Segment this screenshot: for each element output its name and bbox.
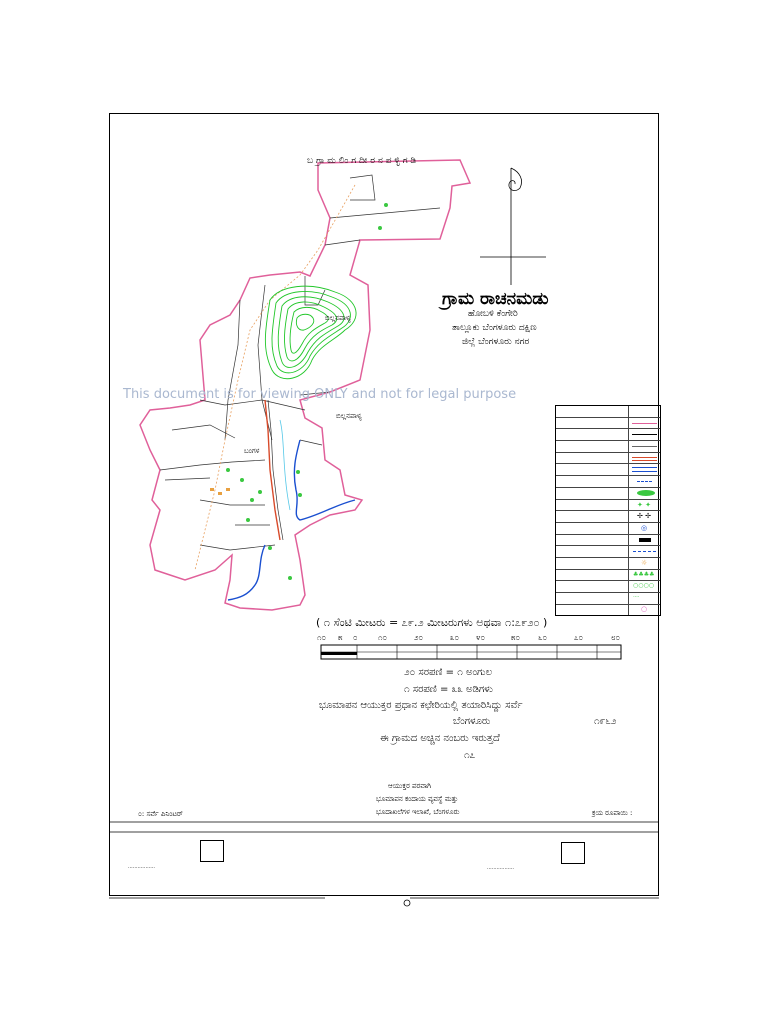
scale-tick: ೦ xyxy=(353,633,358,642)
signature-line-1: ಆಯುಕ್ತರ ಪರವಾಗಿ xyxy=(388,782,431,790)
stamp-box-right xyxy=(561,842,585,864)
scale-line-6: ೧೭ xyxy=(464,750,476,761)
signature-line-2: ಭೂಮಾಪನ ಕಂದಾಯ ವ್ಯವಸ್ಥೆ ಮತ್ತು xyxy=(376,795,459,803)
footer-right-text: ················· xyxy=(487,866,515,872)
scale-line-5: ಈ ಗ್ರಾಮದ ಅಚ್ಚಿನ ನಂಬರು ಇರುತ್ತದೆ xyxy=(380,733,500,744)
footer-left-text: ················· xyxy=(128,865,156,871)
watermark: This document is for viewing ONLY and not for legal purpose xyxy=(123,387,517,402)
scale-line-2: ೧ ಸರಪಣಿ = ೩೩ ಅಡಿಗಳು xyxy=(404,684,493,695)
north-arrow xyxy=(480,168,546,285)
stamp-box-left xyxy=(200,840,224,862)
scale-line-1: ೨೦ ಸರಪಣಿ = ೧ ಅಂಗುಲ xyxy=(404,667,493,678)
surveyor-label: ೦: ಸರ್ವೆ ಪಿನಿಂಟರ್ xyxy=(138,810,183,818)
scale-tick: ೧೦ xyxy=(317,633,326,642)
price-label: ಕ್ರಯ ರೂಪಾಯಿ : xyxy=(592,809,633,817)
hobli-label: ಹೋಬಳಿ ಕೆಂಗೇರಿ xyxy=(468,309,518,319)
hamlet-label: ಬಿಲ್ಲನಪಾಳ್ಯ xyxy=(325,314,351,322)
village-boundary xyxy=(140,160,470,610)
village-site-label: ಬಂಗಳ xyxy=(244,447,260,455)
district-label: ಜಿಲ್ಲೆ ಬೆಂಗಳೂರು ನಗರ xyxy=(462,337,530,347)
road xyxy=(265,400,280,540)
scale-tick: ೨೦ xyxy=(414,633,423,642)
scale-tick: ೫೦ xyxy=(511,633,520,642)
scale-bar xyxy=(321,645,621,659)
hamlet-label-2: ಬಿಲ್ಲನಪಾಳ್ಯ xyxy=(336,412,362,420)
scale-tick: ೩೦ xyxy=(450,633,459,642)
built-structures xyxy=(210,488,230,495)
scale-line-4a: ಬೆಂಗಳೂರು xyxy=(453,716,491,727)
scale-line-3: ಭೂಮಾಪನ ಆಯುಕ್ತರ ಪ್ರಧಾನ ಕಛೇರಿಯಲ್ಲಿ ತಯಾರಿಸಿದ್ದು ಸರ್ವೆ xyxy=(319,700,523,711)
scale-tick: ೬೦ xyxy=(538,633,547,642)
taluk-label: ತಾಲ್ಲೂಕು ಬೆಂಗಳೂರು ದಕ್ಷಿಣ xyxy=(452,323,537,333)
scale-ratio: ( ೧ ಸೆಂಟಿ ಮೀಟರು = ೭೯.೨ ಮೀಟರುಗಳು ಅಥವಾ ೧:೭೯೨೦ ) xyxy=(316,616,548,629)
scale-tick: ೫ xyxy=(338,633,343,642)
scale-tick: ೭೦ xyxy=(574,633,583,642)
signature-line-3: ಭೂದಾಖಲೆಗಳ ಇಲಾಖೆ, ಬೆಂಗಳೂರು xyxy=(376,808,460,816)
scale-tick: ೮೦ xyxy=(611,633,620,642)
map-legend: ✦ ✦ ✢ ✢ ◎ ☼ ♣♣♣♣ ○○○○ ᐧᐧᐧᐧ ○ xyxy=(555,405,661,616)
legend-header xyxy=(556,406,660,417)
scale-line-4b: ೧೯೬೨ xyxy=(594,716,617,727)
scale-tick: ೧೦ xyxy=(378,633,387,642)
north-neighbour-label: ಬ ಗ್ರಾ ಮ ಲಿಂ ಗ ದೀ ರ ನ ಪ ಳ್ಳಿ ಗ ಡಿ xyxy=(307,156,417,166)
hill-contours xyxy=(265,286,356,379)
village-title: ಗ್ರಾಮ ರಾಚನಮಡು xyxy=(442,289,549,309)
scale-tick: ೪೦ xyxy=(476,633,485,642)
